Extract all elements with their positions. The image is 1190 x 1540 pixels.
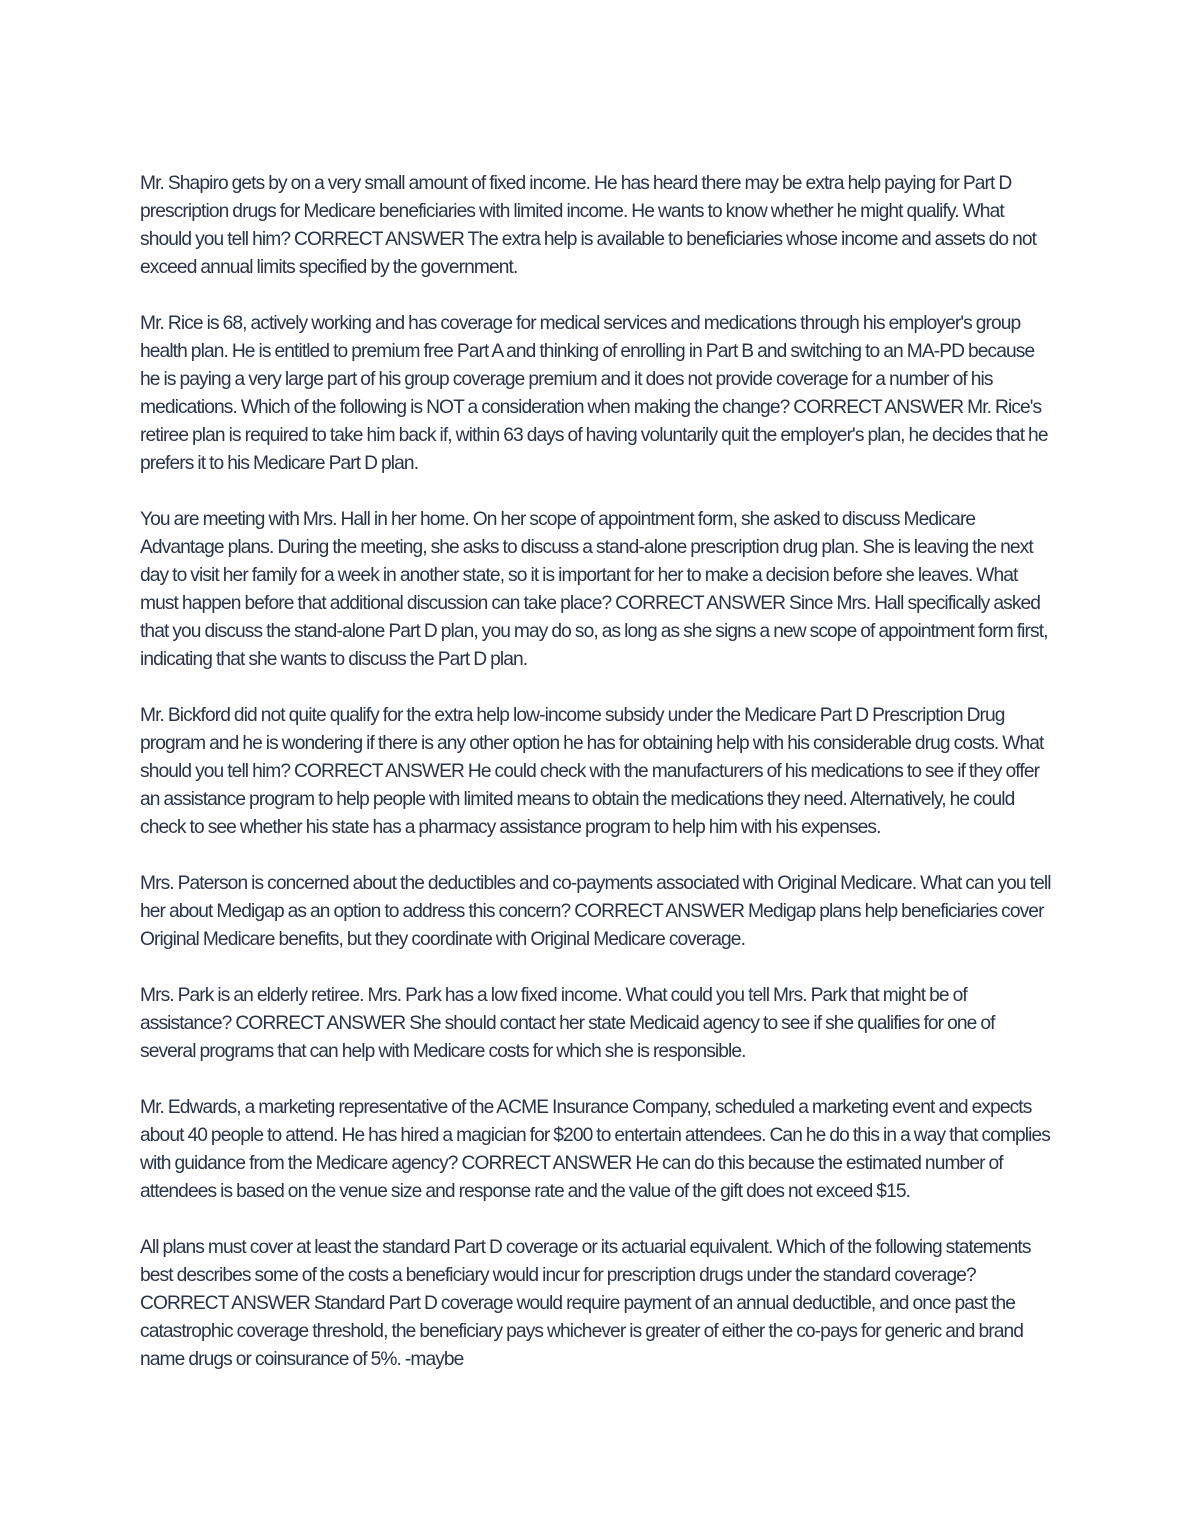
question-paragraph-bickford: Mr. Bickford did not quite qualify for the extra help low-income subsidy under the Medicare Part D Prescription Drug program and he is wondering if there is any other option he has for obtaining help with his considerable drug costs. What should you tell him? CORRECT ANSWER He could check with the manufacturers of his medications to see if they offer an assistance program to help people with limited means to obtain the medications they need. Alternatively, he could check to see whether his state has a pharmacy assistance program to help him with his expenses. (140, 705, 1044, 838)
question-paragraph-part-d-coverage: All plans must cover at least the standard Part D coverage or its actuarial equivalent. Which of the following statements best describes some of the costs a beneficiary would incur for prescription drugs under the standard coverage? CORRECT ANSWER Standard Part D coverage would require payment of an annual deductible, and once past the catastrophic coverage threshold, the beneficiary pays whichever is greater of either the co-pays for generic and brand name drugs or coinsurance of 5%. -maybe (140, 1237, 1031, 1370)
question-paragraph-edwards: Mr. Edwards, a marketing representative of the ACME Insurance Company, scheduled a marketing event and expects about 40 people to attend. He has hired a magician for $200 to entertain attendees. Can he do this in a way that complies with guidance from the Medicare agency? CORRECT ANSWER He can do this because the estimated number of attendees is based on the venue size and response rate and the value of the gift does not exceed $15. (140, 1097, 1051, 1202)
document-page (140, 170, 1052, 1402)
question-paragraph-paterson: Mrs. Paterson is concerned about the deductibles and co-payments associated with Original Medicare. What can you tell her about Medigap as an option to address this concern? CORRECT ANSWER Medigap plans help beneficiaries cover Original Medicare benefits, but they coordinate with Original Medicare coverage. (140, 873, 1051, 950)
question-paragraph-rice: Mr. Rice is 68, actively working and has coverage for medical services and medications through his employer's group health plan. He is entitled to premium free Part A and thinking of enrolling in Part B and switching to an MA-PD because he is paying a very large part of his group coverage premium and it does not provide coverage for a number of his medications. Which of the following is NOT a consideration when making the change? CORRECT ANSWER Mr. Rice's retiree plan is required to take him back if, within 63 days of having voluntarily quit the employer's plan, he decides that he prefers it to his Medicare Part D plan. (140, 313, 1048, 474)
question-paragraph-shapiro: Mr. Shapiro gets by on a very small amount of fixed income. He has heard there may be extra help paying for Part D prescription drugs for Medicare beneficiaries with limited income. He wants to know whether he might qualify. What should you tell him? CORRECT ANSWER The extra help is available to beneficiaries whose income and assets do not exceed annual limits specified by the government. (140, 173, 1037, 278)
question-paragraph-park: Mrs. Park is an elderly retiree. Mrs. Park has a low fixed income. What could you tell Mrs. Park that might be of assistance? CORRECT ANSWER She should contact her state Medicaid agency to see if she qualifies for one of several programs that can help with Medicare costs for which she is responsible. (140, 985, 995, 1062)
question-paragraph-hall: You are meeting with Mrs. Hall in her home. On her scope of appointment form, she asked to discuss Medicare Advantage plans. During the meeting, she asks to discuss a stand-alone prescription drug plan. She is leaving the next day to visit her family for a week in another state, so it is important for her to make a decision before she leaves. What must happen before that additional discussion can take place? CORRECT ANSWER Since Mrs. Hall specifically asked that you discuss the stand-alone Part D plan, you may do so, as long as she signs a new scope of appointment form first, indicating that she wants to discuss the Part D plan. (140, 509, 1048, 670)
